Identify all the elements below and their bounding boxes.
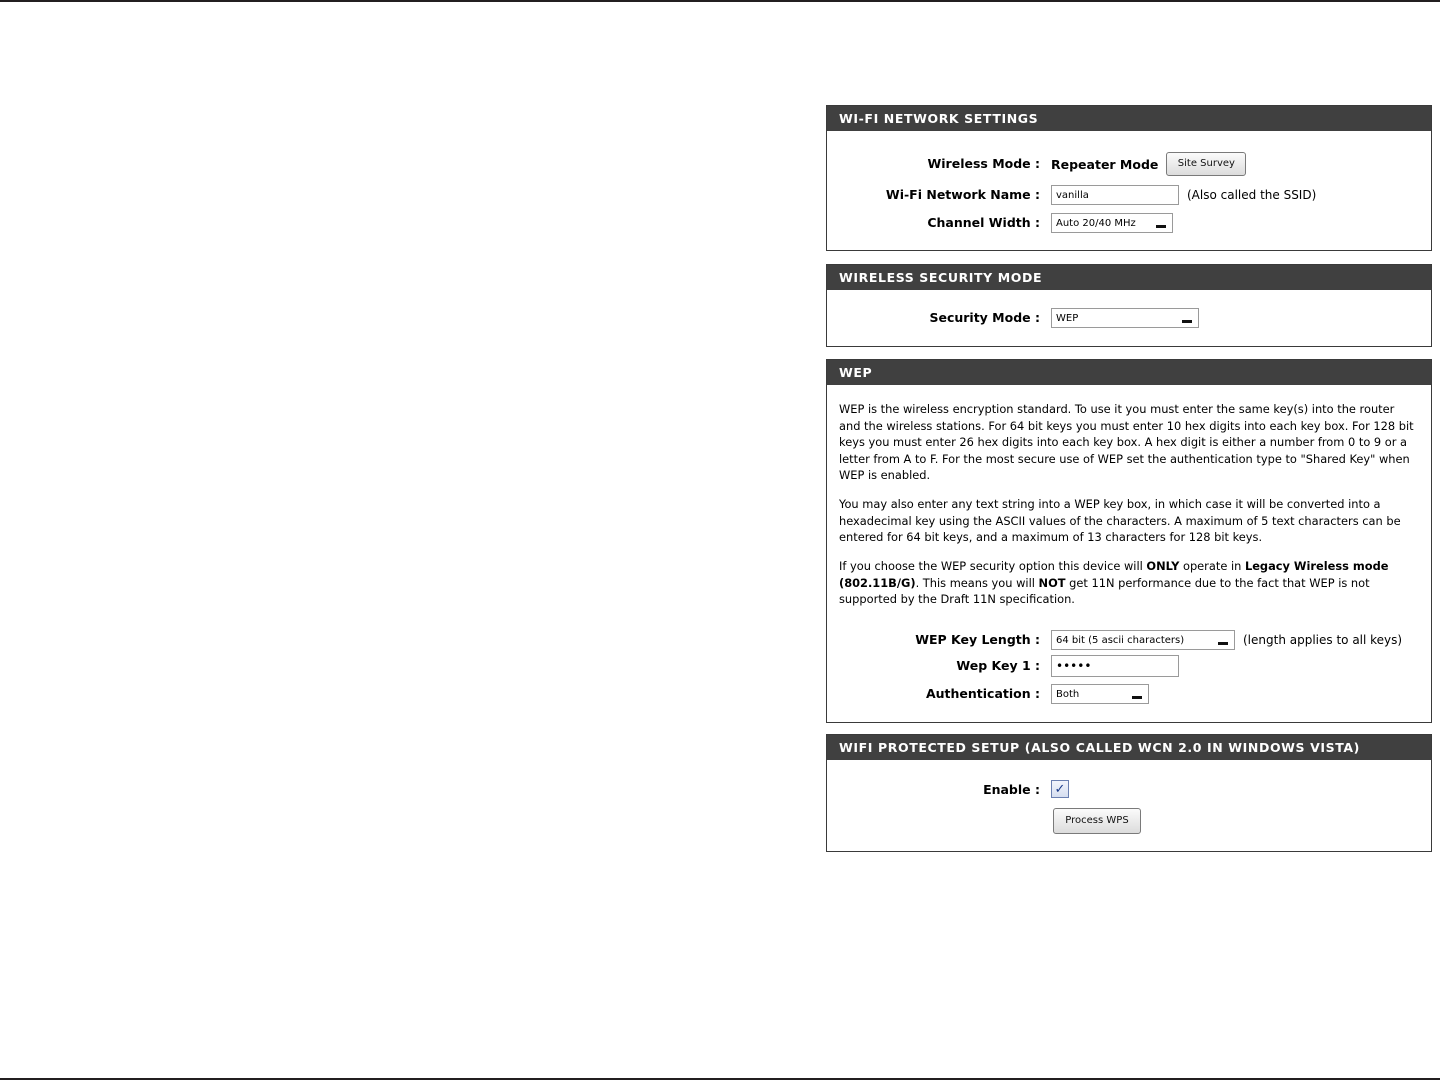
- wep-key-1-label: Wep Key 1 :: [956, 658, 1040, 673]
- authentication-control: [1051, 684, 1149, 704]
- panel-title: WIRELESS SECURITY MODE: [827, 265, 1431, 290]
- checkmark-icon: ✓: [1054, 781, 1066, 797]
- wireless-mode-value: Repeater Mode: [1051, 156, 1159, 172]
- channel-width-label: Channel Width :: [927, 215, 1040, 230]
- channel-width-value: Auto 20/40 MHz: [1056, 217, 1136, 229]
- wep-key-1-input[interactable]: [1051, 655, 1179, 677]
- site-survey-button[interactable]: Site Survey: [1166, 152, 1246, 176]
- wep-desc-only: ONLY: [1146, 559, 1180, 573]
- wps-enable-label: Enable :: [983, 782, 1040, 797]
- wireless-mode-label: Wireless Mode :: [927, 156, 1040, 171]
- wep-desc-text: operate in: [1179, 559, 1245, 573]
- network-name-control: [1051, 185, 1316, 205]
- wep-key-length-value: 64 bit (5 ascii characters): [1056, 634, 1185, 646]
- wep-desc-text: . This means you will: [915, 575, 1039, 590]
- wep-desc-not: NOT: [1038, 575, 1066, 590]
- wifi-protected-setup-panel: [826, 734, 1432, 852]
- panel-title: WEP: [827, 360, 1431, 385]
- wps-enable-checkbox[interactable]: [1051, 780, 1069, 798]
- channel-width-control: [1051, 213, 1173, 233]
- wep-description-3: [839, 558, 1419, 608]
- chevron-down-icon: [1156, 225, 1166, 228]
- chevron-down-icon: [1182, 320, 1192, 323]
- network-name-input[interactable]: [1051, 185, 1179, 205]
- wep-key-length-control: [1051, 630, 1402, 650]
- security-mode-value: WEP: [1056, 312, 1079, 324]
- wep-key-length-select[interactable]: [1051, 630, 1235, 650]
- authentication-value: Both: [1056, 688, 1080, 700]
- ssid-note: (Also called the SSID): [1187, 188, 1317, 202]
- chevron-down-icon: [1218, 642, 1228, 645]
- wep-desc-text: get 11N performance due to the fact that WEP is not supported by the Draft 11N specification.: [839, 575, 1370, 606]
- wifi-network-settings-panel: [826, 105, 1432, 251]
- process-wps-button[interactable]: Process WPS: [1053, 808, 1141, 834]
- wep-desc-legacy: Legacy Wireless mode (802.11B/G): [839, 559, 1389, 590]
- authentication-label: Authentication :: [925, 686, 1040, 701]
- chevron-down-icon: [1132, 696, 1142, 699]
- panel-title: WI-FI NETWORK SETTINGS: [827, 106, 1431, 131]
- network-name-label: Wi-Fi Network Name :: [885, 187, 1040, 202]
- wep-desc-text: If you choose the WEP security option this device will: [839, 559, 1147, 573]
- wireless-security-mode-panel: [826, 264, 1432, 347]
- channel-width-select[interactable]: [1051, 213, 1173, 233]
- wep-key-length-label: WEP Key Length :: [915, 632, 1040, 647]
- wep-description-1: WEP is the wireless encryption standard. To use it you must enter the same key(s) into the router and the wireless stations. For 64 bit keys you must enter 10 hex digits into each key box. For 128 bit keys you must enter 26 hex digits into each key box. A hex digit is either a number from 0 to 9 or a letter from A to F. For the most secure use of WEP set the authentication type to "Shared Key" when WEP is enabled.: [839, 402, 1414, 482]
- wps-enable-control: [1051, 780, 1069, 798]
- wireless-mode-control: [1051, 152, 1246, 176]
- panel-title: WIFI PROTECTED SETUP (ALSO CALLED WCN 2.0 IN WINDOWS VISTA): [827, 735, 1431, 760]
- security-mode-label: Security Mode :: [929, 310, 1040, 325]
- security-mode-select[interactable]: [1051, 308, 1199, 328]
- wep-panel: [826, 359, 1432, 723]
- authentication-select[interactable]: [1051, 684, 1149, 704]
- wep-key-1-control: [1051, 655, 1179, 677]
- bottom-rule: [0, 1078, 1440, 1080]
- wep-description-2: You may also enter any text string into a WEP key box, in which case it will be converted into a hexadecimal key using the ASCII values of the characters. A maximum of 5 text characters can be entered for 64 bit keys, and a maximum of 13 characters for 128 bit keys.: [839, 497, 1401, 544]
- process-wps-control: [1053, 808, 1141, 834]
- security-mode-control: [1051, 308, 1199, 328]
- top-rule: [0, 0, 1440, 2]
- key-length-note: (length applies to all keys): [1243, 633, 1403, 647]
